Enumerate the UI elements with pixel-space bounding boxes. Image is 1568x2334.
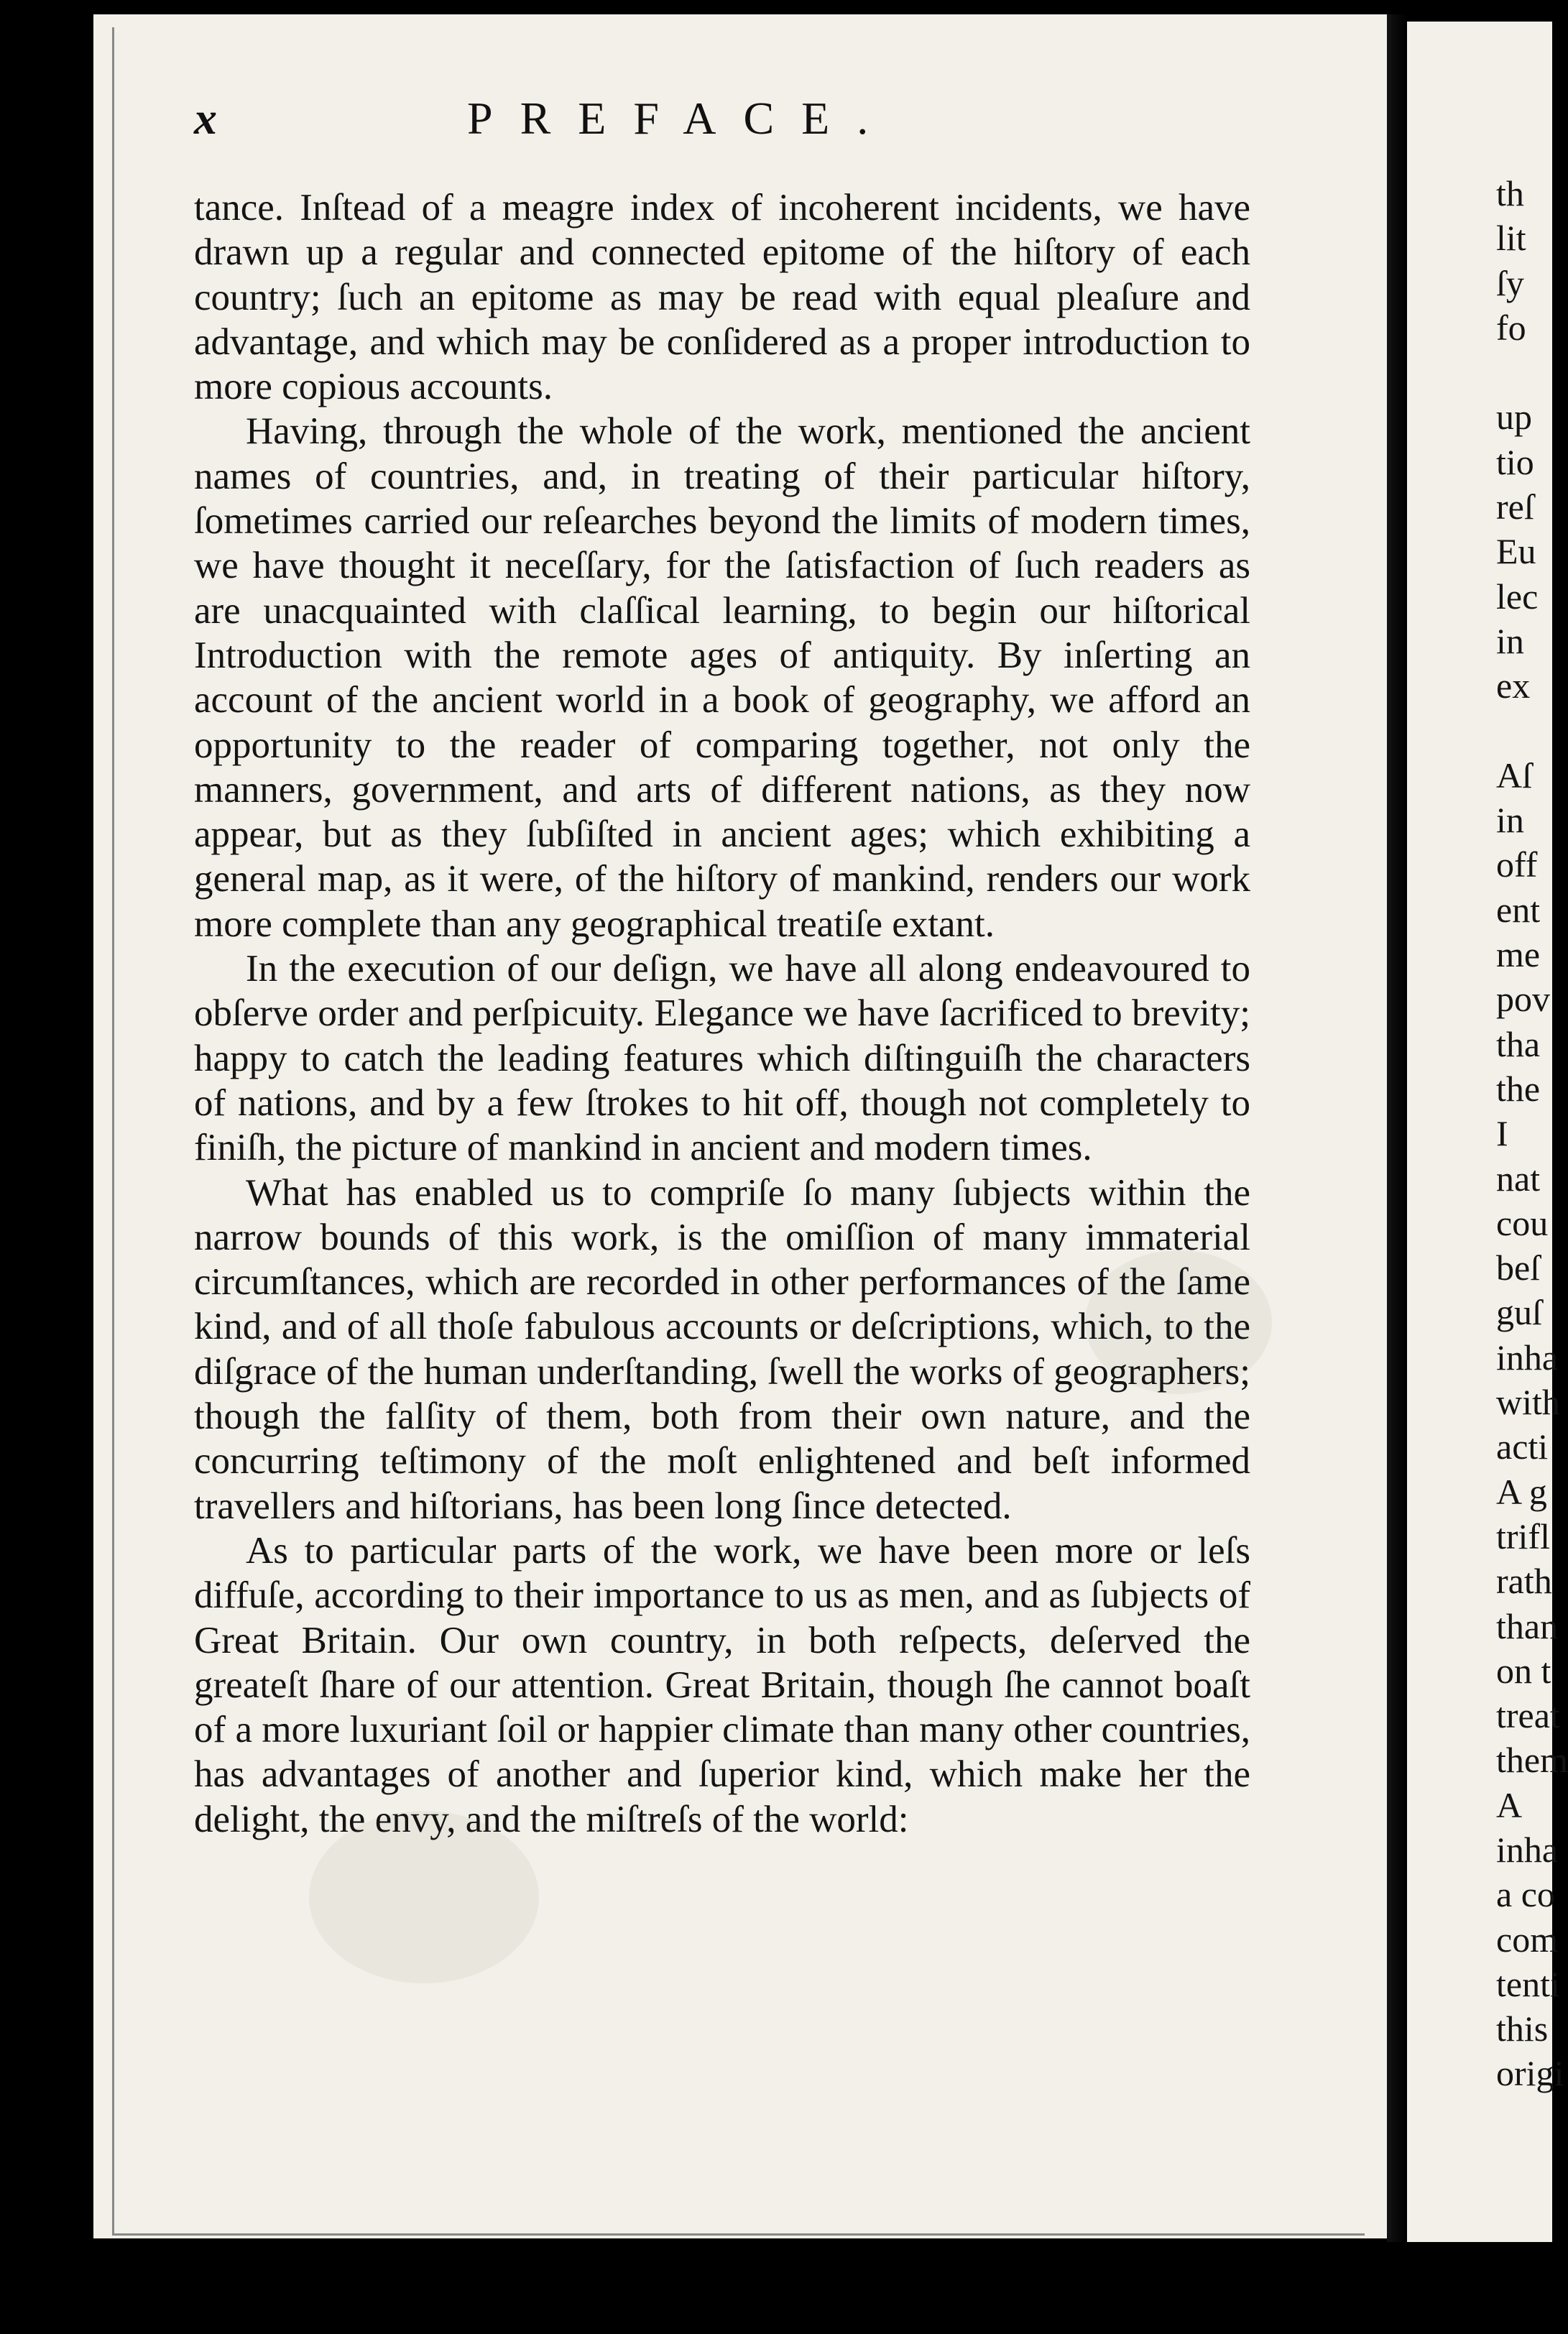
facing-line: pov: [1496, 979, 1550, 1020]
facing-line: beſ: [1496, 1247, 1541, 1288]
facing-line: up: [1496, 397, 1532, 438]
facing-line: I: [1496, 1113, 1508, 1154]
facing-line: off: [1496, 844, 1538, 885]
facing-line: tenti: [1496, 1963, 1560, 2004]
facing-line: inha: [1496, 1829, 1559, 1870]
page-header: [194, 92, 1272, 157]
facing-line: tio: [1496, 441, 1534, 482]
facing-line: me: [1496, 934, 1541, 975]
facing-line: lec: [1496, 576, 1539, 617]
paragraph: What has enabled us to compriſe ſo many ſubjects within the narrow bounds of this work, is the omiſſion of many immaterial circumſtances, which are recorded in other performances of the ſame kind, and of all thoſe fabulous accounts or deſcriptions, which, to the diſgrace of the human underſtanding, ſwell the works of geographers; though the falſity of them, both from their own nature, and the concurring teſtimony of the moſt enlightened and beſt informed travellers and hiſtorians, has been long ſince detected.: [194, 1171, 1250, 1527]
facing-line: fo: [1496, 307, 1526, 348]
facing-line: with: [1496, 1382, 1560, 1423]
preface-body: [194, 185, 1250, 1842]
facing-line: this: [1496, 2008, 1549, 2049]
facing-line: nat: [1496, 1158, 1541, 1199]
facing-line: A g: [1496, 1471, 1547, 1512]
paragraph: tance. Inſtead of a meagre index of incoherent incidents, we have drawn up a regular and connected epitome of the hiſtory of each country; ſuch an epitome as may be read with equal pleaſure and advantage, and which may be conſidered as a proper introduction to more copious accounts.: [194, 187, 1250, 408]
facing-line: them: [1496, 1740, 1568, 1781]
facing-line: Eu: [1496, 531, 1536, 572]
paragraph: Having, through the whole of the work, mentioned the ancient names of countries, and, in treating of their particular hiſtory, ſometimes carried our reſearches beyond the limits of modern times, we have thought it neceſſary, for the ſatisfaction of ſuch readers as are unacquainted with claſſical learning, to begin our hiſtorical Introduction with the remote ages of antiquity. By inſerting an account of the ancient world in a book of geography, we afford an opportunity to the reader of comparing together, not only the manners, government, and arts of different nations, as they now appear, but as they ſubſiſted in ancient ages; which exhibiting a general map, as it were, of the hiſtory of mankind, renders our work more complete than any geographical treatiſe extant.: [194, 410, 1250, 945]
facing-line: acti: [1496, 1426, 1549, 1467]
facing-line: rath: [1496, 1561, 1552, 1602]
facing-line: A: [1496, 1784, 1523, 1825]
facing-line: trifl: [1496, 1516, 1550, 1556]
paragraph: As to particular parts of the work, we have been more or leſs diffuſe, according to their importance to us as men, and as ſubjects of Great Britain. Our own country, in both reſpects, deſerved the greateſt ſhare of our attention. Great Britain, though ſhe cannot boaſt of a more luxuriant ſoil or happier climate than many other countries, has advantages of another and ſuperior kind, which make her the delight, the envy, and the miſtreſs of the world:: [194, 1529, 1250, 1840]
facing-line: on t: [1496, 1650, 1551, 1691]
facing-line: lit: [1496, 218, 1526, 259]
facing-line: than: [1496, 1605, 1559, 1646]
facing-line: reſ: [1496, 486, 1534, 527]
running-head: PREFACE.: [467, 93, 896, 144]
facing-line: guſ: [1496, 1292, 1542, 1333]
facing-page-text: [1496, 171, 1568, 2096]
facing-line: [1496, 350, 1568, 395]
facing-line: th: [1496, 173, 1524, 213]
facing-line: a co: [1496, 1874, 1555, 1915]
paragraph: In the execution of our deſign, we have all along endeavoured to obſerve order and perſpicuity. Elegance we have ſacrificed to brevity; happy to catch the leading features which diſtinguiſh the characters of nations, and by a few ſtrokes to hit off, though not completely to finiſh, the picture of mankind in ancient and modern times.: [194, 948, 1250, 1169]
facing-line: ex: [1496, 665, 1531, 706]
page-number: x: [194, 93, 217, 144]
facing-line: origi: [1496, 2053, 1564, 2094]
facing-line: [1496, 709, 1568, 753]
facing-line: ent: [1496, 889, 1541, 930]
facing-line: treat: [1496, 1695, 1560, 1736]
facing-line: cou: [1496, 1202, 1549, 1243]
facing-line: Aſ: [1496, 755, 1532, 795]
facing-line: inha: [1496, 1337, 1559, 1378]
facing-line: com: [1496, 1919, 1559, 1960]
facing-line: ſy: [1496, 262, 1524, 303]
facing-line: in: [1496, 620, 1524, 661]
facing-line: the: [1496, 1068, 1541, 1109]
facing-line: tha: [1496, 1023, 1541, 1064]
facing-line: in: [1496, 800, 1524, 841]
